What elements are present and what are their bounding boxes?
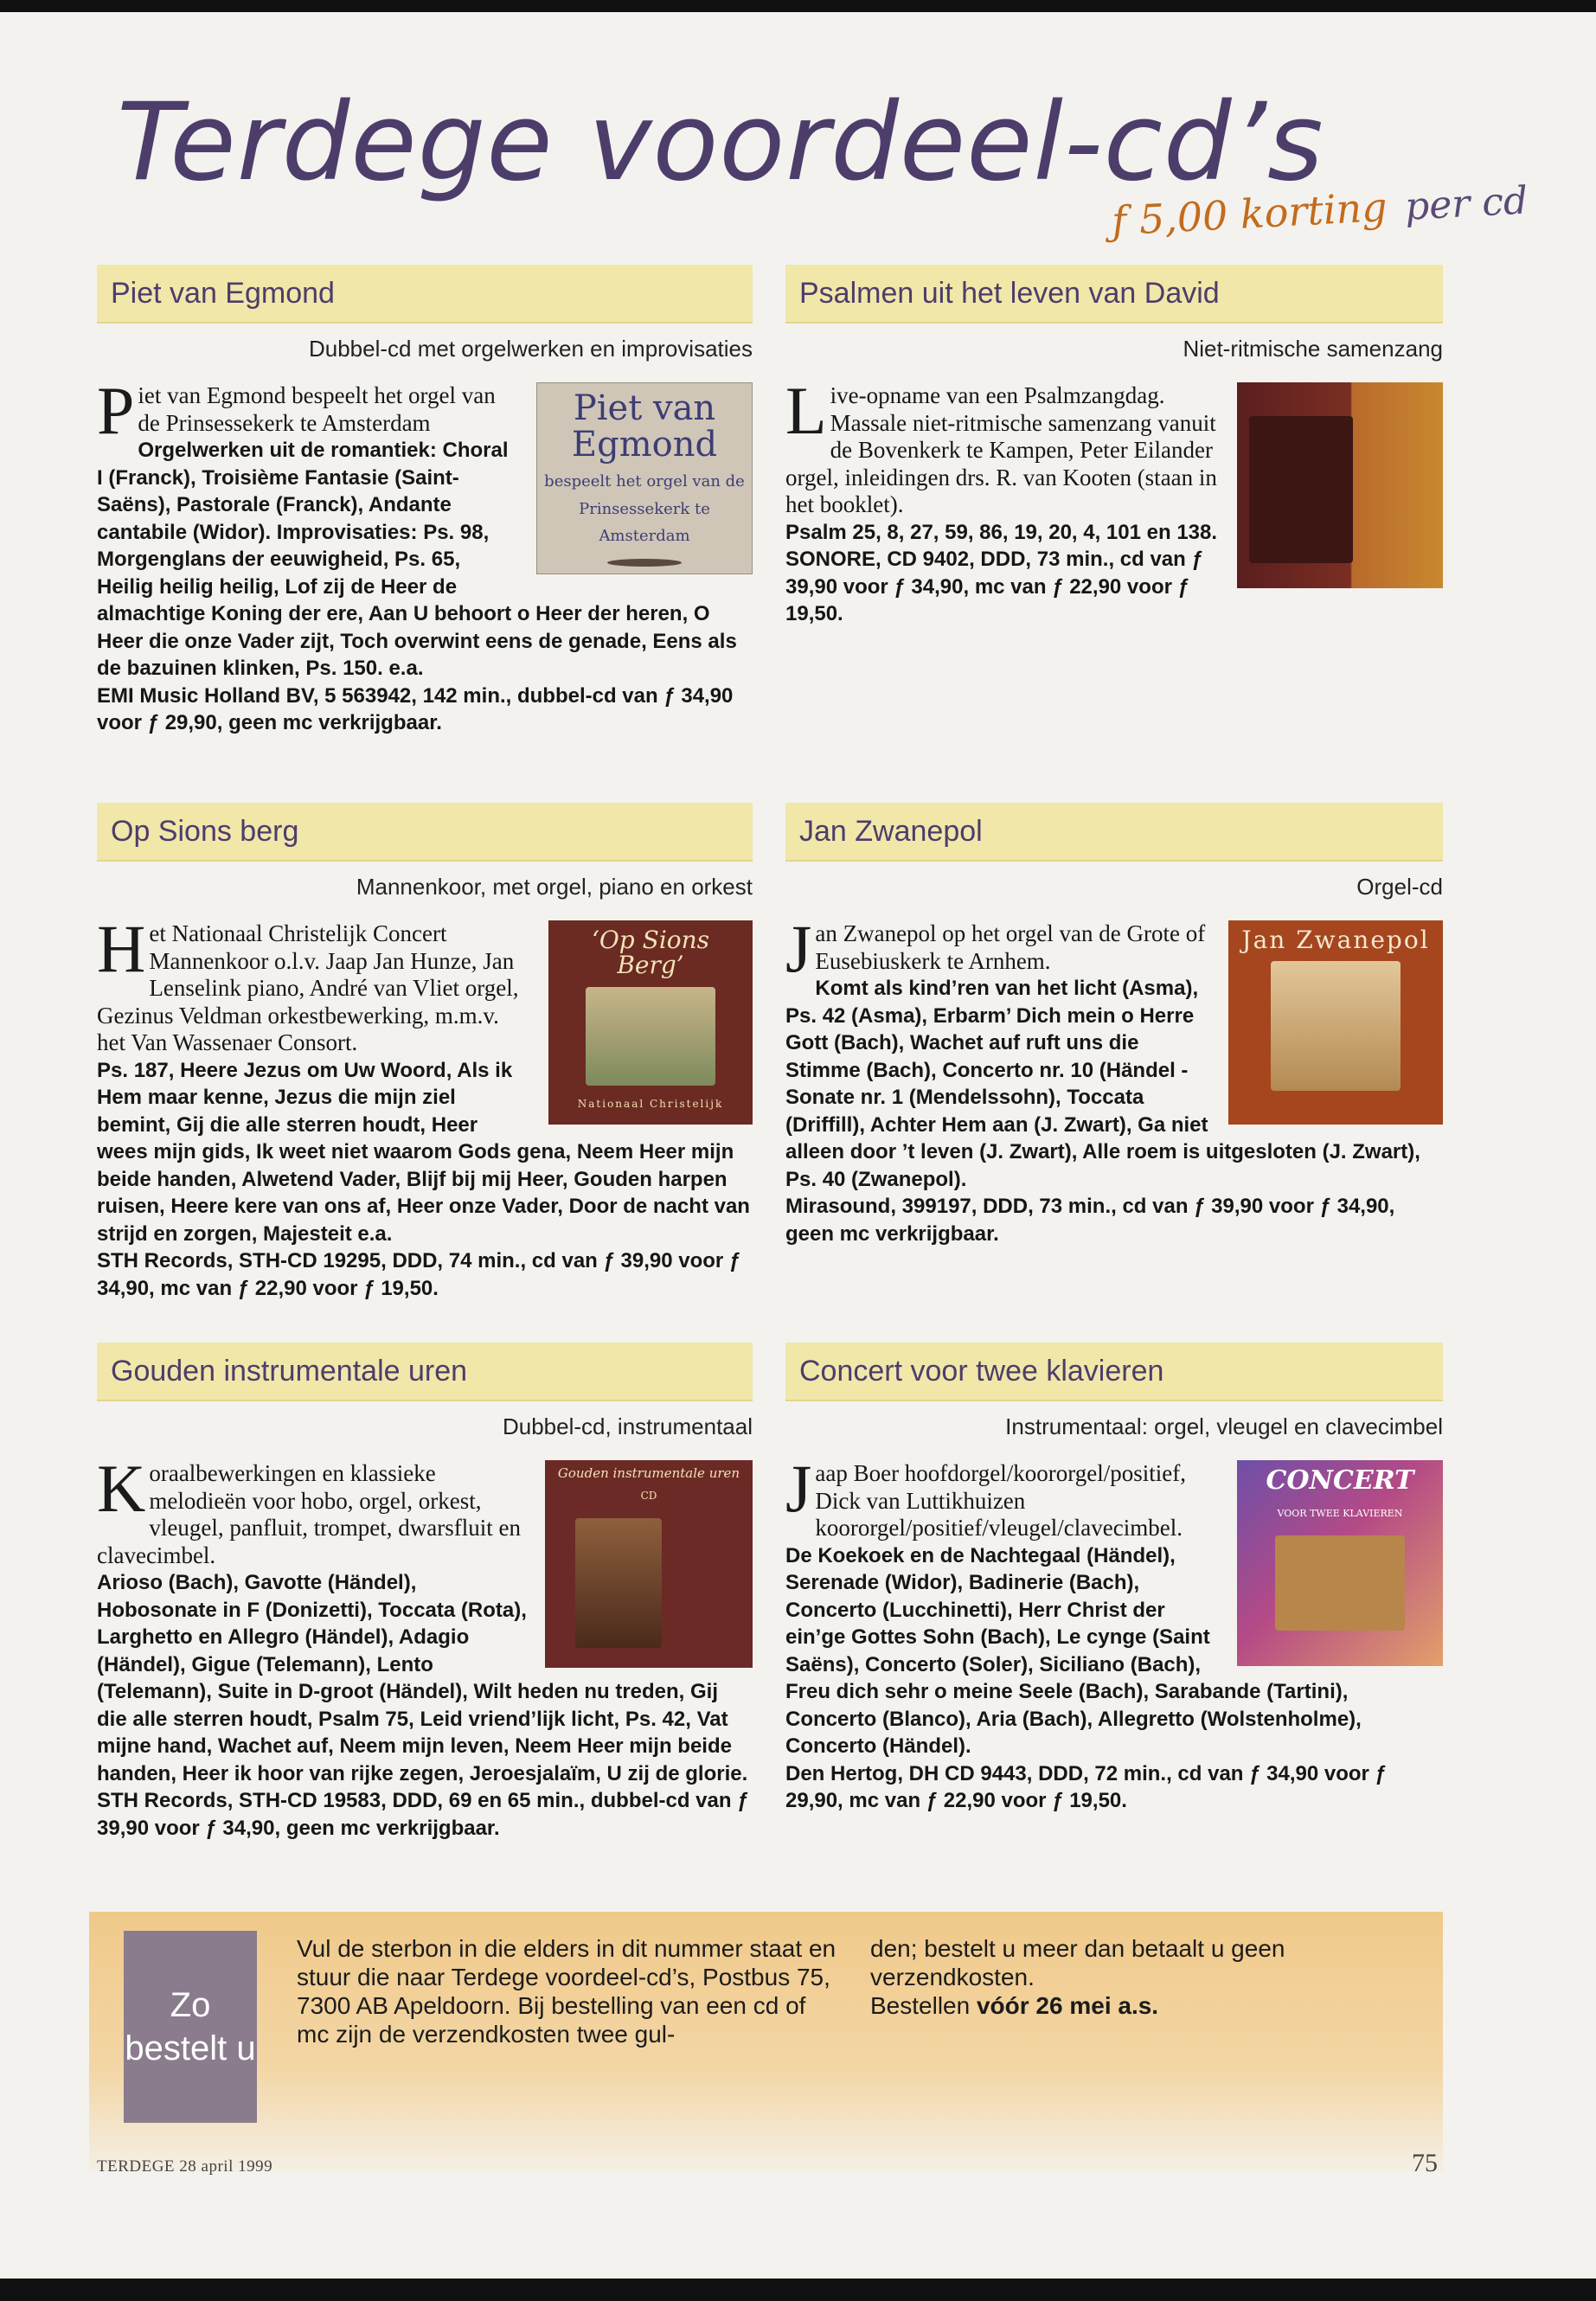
cover-piano-image [1275, 1535, 1405, 1631]
album-concert-twee-klavieren [785, 1343, 1443, 1862]
album-description [785, 911, 1443, 1247]
order-deadline: vóór 26 mei a.s. [976, 1992, 1159, 2019]
album-title: Gouden instrumentale uren [111, 1355, 468, 1388]
album-cover [1237, 1460, 1443, 1666]
drop-cap: L [785, 373, 827, 448]
album-tracklist: Ps. 187, Heere Jezus om Uw Woord, Als ik Hem maar kenne, Jezus die mijn ziel bemint, Gij die alle sterren houdt, Heer wees mijn gids, Ik weet niet waarom Gods gena, Neem Heer mijn beide handen, Alwetend Vader, Blijf bij mij Heer, Gouden harpen ruisen, Heere kere van ons af, Heer onze Vader, Door de nacht van strijd en zorgen, Majesteit e.a. [97, 1058, 750, 1246]
album-title-bar [97, 803, 753, 862]
album-title-bar [785, 1343, 1443, 1401]
album-cover [548, 920, 753, 1125]
album-tracklist: Orgelwerken uit de romantiek: Choral I (Franck), Troisième Fantasie (Saint-Saëns), Pastorale (Franck), Andante cantabile (Widor). Improvisaties: Ps. 98, Morgenglans der eeuwigheid, Ps. 65, Heilig heilig heilig, Lof zij de Heer de almachtige Koning der ere, Aan U behoort o Heer der heren, O Heer die onze Vader zijt, Toch overwint eens de genade, Eens als de bazuinen klinken, Ps. 150. e.a. [97, 439, 737, 680]
cover-landscape-image [586, 987, 715, 1086]
page-number: 75 [1412, 2149, 1438, 2177]
album-intro: et Nationaal Christelijk Concert Mannenkoor o.l.v. Jaap Jan Hunze, Jan Lenselink piano, André van Vliet orgel, Gezinus Veldman orkestbewerking, m.m.v. het Van Wassenaer Consort. [97, 920, 519, 1055]
cover-organ-image [1271, 961, 1401, 1091]
order-instructions-box [89, 1912, 1443, 2171]
page-title: Terdege voordeel-cd’s [117, 80, 1324, 205]
album-piet-van-egmond [97, 265, 753, 749]
footer-issue: TERDEGE 28 april 1999 [97, 2157, 273, 2176]
album-gouden-instrumentale-uren [97, 1343, 753, 1888]
album-tracklist: Arioso (Bach), Gavotte (Händel), Hobosonate in F (Donizetti), Toccata (Rota), Larghetto en Allegro (Händel), Adagio (Händel), Gigue (Telemann), Lento (Telemann), Suite in D-groot (Händel), Wilt heden nu treden, Gij die alle sterren houdt, Psalm 75, Leid vriend’lijk licht, Ps. 42, Vat mijne hand, Wachet auf, Neem mijn leven, Neem Heer mijn beide handen, Heer ik hoor van rijke zegen, Jeroesjalaïm, U zij de glorie. [97, 1571, 748, 1785]
album-label-price: Den Hertog, DH CD 9443, DDD, 72 min., cd van ƒ 34,90 voor ƒ 29,90, mc van ƒ 22,90 voor ƒ 19,50. [785, 1761, 1387, 1812]
album-psalmen-david [785, 265, 1443, 680]
album-genre: Instrumentaal: orgel, vleugel en clavecimbel [1005, 1413, 1443, 1439]
cover-organ-image [575, 1518, 662, 1648]
discount-unit: per cd [1403, 178, 1529, 229]
album-cover [1228, 920, 1443, 1125]
order-text-col2 [870, 1934, 1389, 2020]
album-label-price: SONORE, CD 9402, DDD, 73 min., cd van ƒ 39,90 voor ƒ 34,90, mc van ƒ 22,90 voor ƒ 19,50. [785, 548, 1203, 625]
album-title: Concert voor twee klavieren [799, 1355, 1164, 1388]
drop-cap: P [97, 373, 135, 448]
album-tracklist: De Koekoek en de Nachtegaal (Händel), Serenade (Widor), Badinerie (Bach), Concerto (Lucchinetti), Herr Christ der ein’ge Gottes Sohn (Bach), Le cynge (Saint Saëns), Concerto (Soler), Siciliano (Bach), Freu dich sehr o meine Seele (Bach), Sarabande (Tartini), Concerto (Blanco), Aria (Bach), Allegretto (Wolstenholme), Concerto (Händel). [785, 1543, 1362, 1758]
album-intro: an Zwanepol op het orgel van de Grote of Eusebiuskerk te Arnhem. [815, 920, 1206, 974]
album-description [97, 373, 753, 737]
cover-badge: CD [640, 1489, 657, 1502]
album-intro: oraalbewerkingen en klassieke melodieën voor hobo, orgel, orkest, vleugel, panfluit, trompet, dwarsfluit en clavecimbel. [97, 1460, 521, 1568]
cover-title: Gouden instrumentale uren [557, 1465, 740, 1481]
order-tag [124, 1931, 257, 2123]
bottom-border [0, 2279, 1596, 2301]
album-op-sions-berg [97, 803, 753, 1322]
cover-medallion-image [607, 559, 682, 567]
cover-title: CONCERT [1266, 1465, 1414, 1496]
album-label-price: Mirasound, 399197, DDD, 73 min., cd van ƒ 39,90 voor ƒ 34,90, geen mc verkrijgbaar. [785, 1195, 1395, 1246]
order-text-col1: Vul de sterbon in die elders in dit nummer staat en stuur die naar Terdege voordeel-cd’s, Postbus 75, 7300 AB Apeldoorn. Bij bestelling van een cd of mc zijn de verzendkosten twee gul- [297, 1935, 836, 2048]
album-description [785, 373, 1443, 628]
album-title-bar [785, 265, 1443, 324]
album-intro: ive-opname van een Psalmzangdag. Massale niet-ritmische samenzang vanuit de Bovenkerk te Kampen, Peter Eilander orgel, inleidingen drs. R. van Kooten (staan in het booklet). [785, 382, 1217, 517]
album-description [97, 911, 753, 1302]
order-deadline-prefix: Bestellen [870, 1992, 977, 2019]
album-intro: iet van Egmond bespeelt het orgel van de Prinsessekerk te Amsterdam [138, 382, 496, 436]
order-tag-label: Zo bestelt u [125, 1986, 256, 2067]
album-title-bar [785, 803, 1443, 862]
album-label-price: STH Records, STH-CD 19583, DDD, 69 en 65 min., dubbel-cd van ƒ 39,90 voor ƒ 34,90, geen mc verkrijgbaar. [97, 1789, 749, 1840]
album-genre: Dubbel-cd met orgelwerken en improvisaties [308, 336, 753, 362]
album-label-price: EMI Music Holland BV, 5 563942, 142 min., dubbel-cd van ƒ 34,90 voor ƒ 29,90, geen mc verkrijgbaar. [97, 683, 734, 734]
album-cover [536, 382, 753, 574]
album-genre: Niet-ritmische samenzang [1183, 336, 1443, 362]
album-cover [545, 1460, 753, 1668]
album-description [785, 1451, 1443, 1815]
album-genre: Orgel-cd [1356, 874, 1443, 900]
album-jan-zwanepol [785, 803, 1443, 1270]
album-label-price: STH Records, STH-CD 19295, DDD, 74 min., cd van ƒ 39,90 voor ƒ 34,90, mc van ƒ 22,90 voor ƒ 19,50. [97, 1249, 741, 1300]
album-intro: aap Boer hoofdorgel/koororgel/positief, Dick van Luttikhuizen koororgel/positief/vleugel/clavecimbel. [815, 1460, 1187, 1541]
cover-subtitle: bespeelt het orgel van de Prinsessekerk te Amsterdam [544, 472, 745, 545]
album-title: Psalmen uit het leven van David [799, 277, 1220, 310]
album-title-bar [97, 1343, 753, 1401]
album-title: Jan Zwanepol [799, 815, 983, 848]
album-title: Piet van Egmond [111, 277, 335, 310]
cover-title: Jan Zwanepol [1241, 926, 1430, 954]
cover-subtitle: Nationaal Christelijk [577, 1097, 724, 1110]
cover-subtitle: VOOR TWEE KLAVIEREN [1277, 1507, 1403, 1519]
album-tracklist: Komt als kind’ren van het licht (Asma), Ps. 42 (Asma), Erbarm’ Dich mein o Herre Gott (Bach), Wachet auf ruft uns die Stimme (Bach), Concerto nr. 10 (Händel - Sonate nr. 1 (Mendelssohn), Toccata (Driffill), Achter Hem aan (J. Zwart), Ga niet alleen door ’t leven (J. Zwart), Alle roem is uitgesloten (J. Zwart), Ps. 40 (Zwanepol). [785, 977, 1420, 1191]
drop-cap: H [97, 911, 146, 986]
album-cover [1237, 382, 1443, 588]
album-description [97, 1451, 753, 1842]
album-genre: Mannenkoor, met orgel, piano en orkest [356, 874, 753, 900]
album-title: Op Sions berg [111, 815, 299, 848]
drop-cap: K [97, 1451, 146, 1526]
album-genre: Dubbel-cd, instrumentaal [502, 1413, 753, 1439]
order-text-shipping: den; bestelt u meer dan betaalt u geen verzendkosten. [870, 1935, 1285, 1990]
discount-amount: ƒ 5,00 korting [1110, 183, 1388, 245]
album-tracklist: Psalm 25, 8, 27, 59, 86, 19, 20, 4, 101 en 138. [785, 520, 1218, 544]
cover-organ-image [1249, 416, 1353, 563]
drop-cap: J [785, 911, 812, 986]
album-title-bar [97, 265, 753, 324]
cover-title: Piet van Egmond [571, 388, 718, 465]
cover-title: ‘Op Sions Berg’ [591, 926, 710, 980]
drop-cap: J [785, 1451, 812, 1526]
